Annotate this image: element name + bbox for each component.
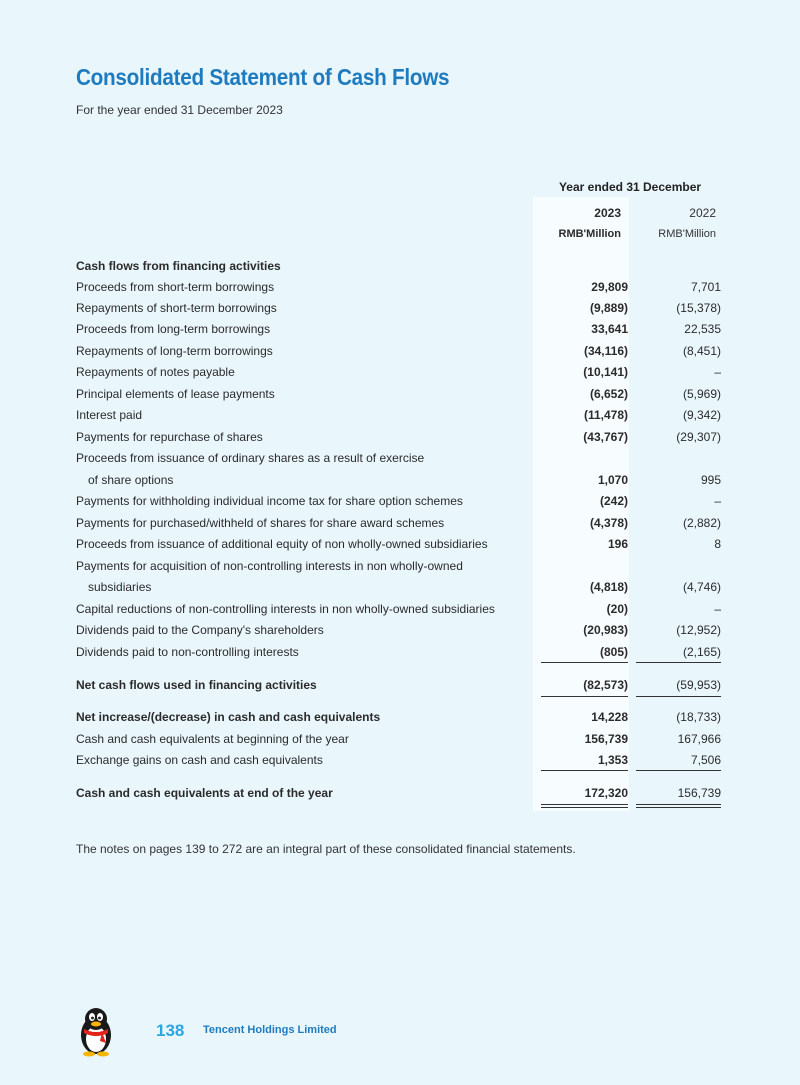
value-2022: 995 <box>700 473 721 487</box>
table-row <box>0 365 800 386</box>
row-label: Repayments of notes payable <box>76 365 235 379</box>
value-2023: 156,739 <box>584 732 628 746</box>
page-number: 138 <box>156 1021 185 1040</box>
value-2022: 156,739 <box>677 786 721 800</box>
row-label: Payments for purchased/withheld of shares for share award schemes <box>76 516 445 530</box>
row-label: Capital reductions of non-controlling interests in non wholly-owned subsidiaries <box>76 602 495 616</box>
value-2023: (20,983) <box>583 623 628 637</box>
period-header-divider <box>533 197 727 198</box>
row-label: Repayments of long-term borrowings <box>76 344 273 358</box>
value-2023: (4,378) <box>589 516 628 530</box>
net-financing-rule-2022 <box>636 696 721 697</box>
table-row <box>0 494 800 515</box>
value-2023: 29,809 <box>591 280 628 294</box>
value-2022: (2,165) <box>682 645 721 659</box>
table-row <box>0 280 800 301</box>
page-subtitle: For the year ended 31 December 2023 <box>76 103 283 117</box>
value-2022: (12,952) <box>676 623 721 637</box>
subtotal-rule-2022 <box>636 662 721 663</box>
column-unit-2023: RMB'Million <box>558 228 621 240</box>
row-label: Payments for withholding individual income tax for share option schemes <box>76 494 463 508</box>
table-row <box>0 408 800 429</box>
row-label: Interest paid <box>76 408 143 422</box>
column-unit-2022: RMB'Million <box>658 228 716 240</box>
value-2023: 14,228 <box>591 710 628 724</box>
row-label: Payments for repurchase of shares <box>76 430 263 444</box>
table-row <box>0 301 800 322</box>
total-rule-2022 <box>636 770 721 771</box>
table-row <box>0 537 800 558</box>
row-label: Dividends paid to the Company's shareholders <box>76 623 324 637</box>
value-2023: (11,478) <box>583 408 628 422</box>
page-title: Consolidated Statement of Cash Flows <box>76 64 450 90</box>
table-row <box>0 344 800 365</box>
column-year-2023: 2023 <box>594 206 621 220</box>
value-2022: 22,535 <box>684 322 721 336</box>
net-increase-row <box>0 710 800 731</box>
table-row <box>0 451 800 472</box>
double-underline-2023 <box>541 804 628 808</box>
table-row <box>0 516 800 537</box>
value-2022: (2,882) <box>682 516 721 530</box>
value-2022: – <box>714 602 721 616</box>
value-2022: (15,378) <box>676 301 721 315</box>
value-2023: (805) <box>599 645 628 659</box>
table-row <box>0 387 800 408</box>
table-row <box>0 430 800 451</box>
value-2023: 1,070 <box>597 473 628 487</box>
table-row <box>0 559 800 580</box>
net-financing-rule-2023 <box>541 696 628 697</box>
value-2023: 33,641 <box>591 322 628 336</box>
value-2023: (43,767) <box>583 430 628 444</box>
row-label-continuation: of share options <box>88 473 174 487</box>
value-2022: 8 <box>714 537 721 551</box>
value-2022: – <box>714 494 721 508</box>
double-underline-2022 <box>636 804 721 808</box>
row-label: Cash and cash equivalents at beginning of the year <box>76 732 349 746</box>
value-2023: 1,353 <box>597 753 628 767</box>
value-2022: (4,746) <box>682 580 721 594</box>
row-label: Payments for acquisition of non-controlling interests in non wholly-owned <box>76 559 463 573</box>
row-label: Exchange gains on cash and cash equivalents <box>76 753 323 767</box>
value-2023: (20) <box>606 602 628 616</box>
footnote: The notes on pages 139 to 272 are an integral part of these consolidated financial statements. <box>76 842 576 856</box>
table-row-continuation <box>0 473 800 494</box>
row-label: Proceeds from short-term borrowings <box>76 280 275 294</box>
row-label: Proceeds from long-term borrowings <box>76 322 271 336</box>
total-rule-2023 <box>541 770 628 771</box>
value-2022: (18,733) <box>676 710 721 724</box>
value-2022: – <box>714 365 721 379</box>
row-label: Net increase/(decrease) in cash and cash equivalents <box>76 710 381 724</box>
column-year-2022: 2022 <box>689 206 716 220</box>
table-row-continuation <box>0 580 800 601</box>
row-label: Net cash flows used in financing activities <box>76 678 317 692</box>
table-row <box>0 623 800 644</box>
table-row <box>0 732 800 753</box>
value-2023: (82,573) <box>583 678 628 692</box>
row-label: Proceeds from issuance of ordinary shares as a result of exercise <box>76 451 425 465</box>
row-label: Principal elements of lease payments <box>76 387 275 401</box>
row-label: Dividends paid to non-controlling interests <box>76 645 299 659</box>
value-2023: (242) <box>599 494 628 508</box>
row-label-continuation: subsidiaries <box>88 580 152 594</box>
value-2022: 7,701 <box>690 280 721 294</box>
section-heading: Cash flows from financing activities <box>76 259 281 273</box>
table-row <box>0 322 800 343</box>
row-label: Cash and cash equivalents at end of the year <box>76 786 333 800</box>
value-2022: 7,506 <box>690 753 721 767</box>
value-2022: (29,307) <box>676 430 721 444</box>
subtotal-rule-2023 <box>541 662 628 663</box>
value-2023: (10,141) <box>583 365 628 379</box>
value-2023: (34,116) <box>583 344 628 358</box>
value-2022: (9,342) <box>682 408 721 422</box>
row-label: Proceeds from issuance of additional equity of non wholly-owned subsidiaries <box>76 537 488 551</box>
value-2023: (6,652) <box>589 387 628 401</box>
value-2022: (59,953) <box>676 678 721 692</box>
value-2022: (8,451) <box>682 344 721 358</box>
value-2023: 196 <box>607 537 628 551</box>
value-2022: (5,969) <box>682 387 721 401</box>
value-2022: 167,966 <box>677 732 721 746</box>
row-label: Repayments of short-term borrowings <box>76 301 277 315</box>
value-2023: (4,818) <box>589 580 628 594</box>
value-2023: (9,889) <box>589 301 628 315</box>
section-heading-row <box>0 259 800 280</box>
table-row <box>0 602 800 623</box>
qq-penguin-icon <box>76 1005 116 1057</box>
value-2023: 172,320 <box>584 786 628 800</box>
period-header: Year ended 31 December <box>558 180 702 194</box>
company-name: Tencent Holdings Limited <box>203 1024 337 1036</box>
